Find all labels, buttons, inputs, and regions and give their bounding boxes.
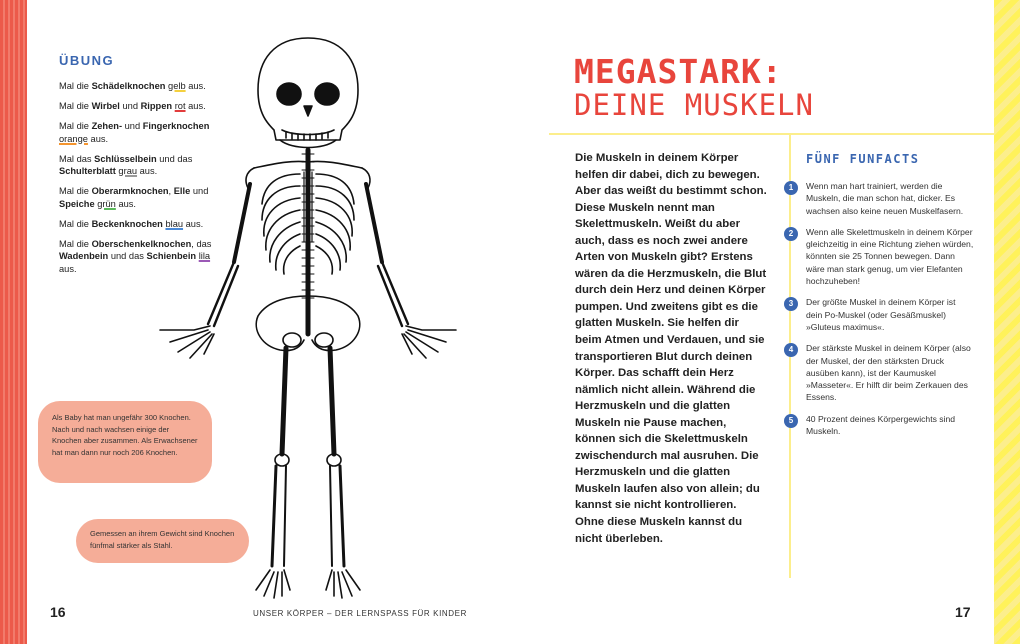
exercise-title: ÜBUNG bbox=[59, 53, 115, 68]
left-decorative-stripe bbox=[0, 0, 27, 644]
funfact-item: 3 Der größte Muskel in deinem Körper ist dein Po-Muskel (oder Gesäßmuskel) »Gluteus maximus«. bbox=[784, 296, 974, 333]
number-badge: 2 bbox=[784, 227, 798, 241]
exercise-item: Mal die Zehen- und Fingerknochen orange aus. bbox=[59, 121, 210, 144]
exercise-item: Mal die Schädelknochen gelb aus. bbox=[59, 81, 206, 91]
color-word: grau bbox=[118, 166, 138, 176]
color-word: gelb bbox=[168, 81, 186, 91]
right-clavicle bbox=[308, 161, 362, 168]
fact-bubble-steel: Gemessen an ihrem Gewicht sind Knochen fünfmal stärker als Stahl. bbox=[76, 519, 249, 563]
right-arm bbox=[366, 184, 456, 358]
funfacts-list bbox=[784, 180, 974, 446]
number-badge: 3 bbox=[784, 297, 798, 311]
book-title-footer: UNSER KÖRPER – DER LERNSPASS FÜR KINDER bbox=[253, 609, 467, 618]
exercise-item: Mal die Oberschenkelknochen, das Wadenbein und das Schienbein lila aus. bbox=[59, 238, 212, 274]
left-arm bbox=[160, 184, 250, 358]
horizontal-divider bbox=[549, 133, 995, 135]
color-word: grün bbox=[97, 198, 116, 209]
color-word: orange bbox=[59, 133, 88, 144]
number-badge: 5 bbox=[784, 414, 798, 428]
right-decorative-stripe bbox=[994, 0, 1020, 644]
funfact-item: 4 Der stärkste Muskel in deinem Körper (also der Muskel, der den stärksten Druck ausüben kann), ist der Kaumuskel »Masseter«. Er hilft dir beim Zerkauen des Essens. bbox=[784, 342, 974, 403]
funfacts-title: FÜNF FUNFACTS bbox=[806, 152, 920, 166]
left-clavicle bbox=[254, 161, 308, 168]
exercise-item: Mal die Wirbel und Rippen rot aus. bbox=[59, 101, 206, 111]
left-leg bbox=[256, 348, 290, 598]
skull bbox=[258, 38, 358, 148]
exercise-item: Mal die Beckenknochen blau aus. bbox=[59, 218, 204, 229]
exercise-item: Mal die Oberarmknochen, Elle und Speiche grün aus. bbox=[59, 186, 209, 209]
main-text: Die Muskeln in deinem Körper helfen dir dabei, dich zu bewegen. Aber das weißt du bestimmt schon. Diese Muskeln nennt man Skelettmuskeln. Weißt du aber auch, dass es noch zwei andere Arten von Muskeln gibt? Erstens wären da die Herzmuskeln, die Blut durch dein Herz und deinen Körper pumpen. Und zweitens gibt es die glatten Muskeln. Sie helfen dir beim Atmen und Verdauen, und sie transportieren Blut durch deinen Körper. Das schafft dein Herz nämlich nicht allein. Während die Herzmuskeln und die glatten Muskeln nie Pause machen, können sich die Skelettmuskeln zwischendurch mal ausruhen. Die Herzmuskeln und die glatten Muskeln laufen also von allein; du kannst sie nicht kontrollieren. Ohne diese Muskeln kannst du nicht überleben. bbox=[575, 152, 767, 545]
title-line-2: DEINE MUSKELN bbox=[574, 88, 814, 122]
page-number-left: 16 bbox=[50, 604, 66, 620]
number-badge: 4 bbox=[784, 343, 798, 357]
number-badge: 1 bbox=[784, 181, 798, 195]
color-word: blau bbox=[165, 218, 184, 229]
right-leg bbox=[326, 348, 360, 598]
fact-bubble-baby: Als Baby hat man ungefähr 300 Knochen. Nach und nach wachsen einige der Knochen aber zusammen. Als Erwachsener hat man dann nur noch 206 Knochen. bbox=[38, 401, 212, 483]
funfact-item: 1 Wenn man hart trainiert, werden die Muskeln, die man schon hat, dicker. Es wachsen also keine neuen Muskelfasern. bbox=[784, 180, 974, 217]
color-word: lila bbox=[198, 251, 211, 261]
funfact-item: 5 40 Prozent deines Körpergewichts sind Muskeln. bbox=[784, 413, 974, 438]
exercise-item: Mal das Schlüsselbein und das Schulterblatt grau aus. bbox=[59, 153, 193, 176]
page-title bbox=[574, 54, 814, 120]
color-word: rot bbox=[174, 101, 186, 111]
page-number-right: 17 bbox=[955, 604, 971, 620]
funfact-item: 2 Wenn alle Skelettmuskeln in deinem Körper gleichzeitig in eine Richtung ziehen würden, könnten sie 25 Tonnen bewegen. Dann wäre man stark genug, um vier Elefanten hochzuheben! bbox=[784, 226, 974, 287]
title-line-1: MEGASTARK: bbox=[574, 52, 783, 91]
